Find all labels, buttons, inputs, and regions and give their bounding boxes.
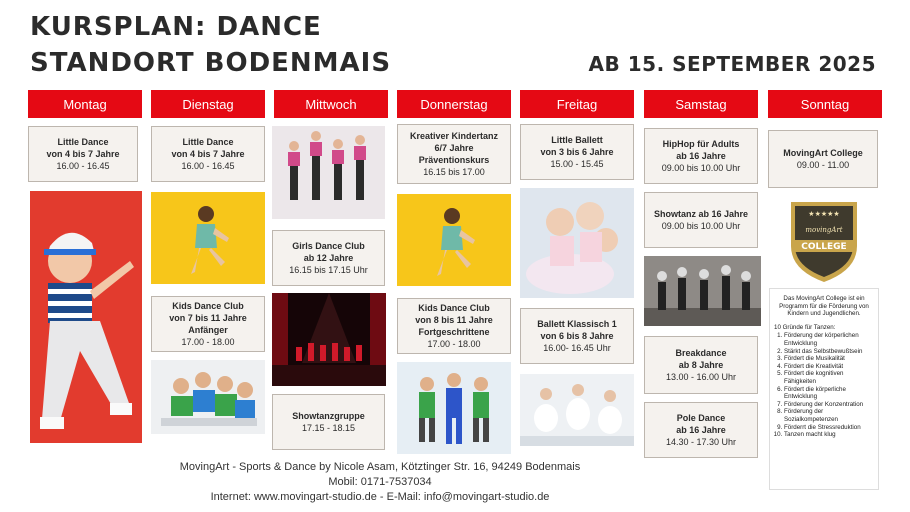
college-intro: Das MovingArt College ist ein Programm für die Förderung von Kindern und Jugendlichen.	[779, 295, 869, 318]
college-badge	[769, 196, 879, 286]
class-card-samstag-showtanz	[644, 192, 758, 248]
reason-item: 9. Förderrt die Stressreduktion	[784, 424, 874, 432]
day-header-dienstag: Dienstag	[151, 90, 265, 118]
class-card-sonntag-college	[768, 130, 878, 188]
class-name: Pole Dance	[676, 413, 726, 423]
class-age: von 8 bis 11 Jahre	[415, 315, 493, 325]
class-age: 6/7 Jahre	[434, 143, 474, 153]
class-card-donnerstag-kids-dance-club	[397, 298, 511, 354]
class-card-samstag-pole-dance	[644, 402, 758, 458]
class-name: Breakdance	[675, 348, 727, 358]
class-card-samstag-hiphop	[644, 128, 758, 184]
class-name: Kids Dance Club	[172, 301, 244, 311]
day-header-samstag: Samstag	[644, 90, 758, 118]
class-age: von 6 bis 8 Jahre	[540, 331, 614, 341]
class-age: von 7 bis 11 Jahre	[169, 313, 247, 323]
class-card-mittwoch-showtanzgruppe	[272, 394, 385, 450]
reason-item: 2. Stärkt das Selbstbewußtsein	[784, 348, 874, 356]
class-age: ab 16 Jahre	[676, 425, 726, 435]
class-time: 16.00 - 16.45	[56, 161, 110, 171]
day-header-donnerstag: Donnerstag	[397, 90, 511, 118]
class-name: Little Dance	[182, 137, 234, 147]
class-name: MovingArt College	[783, 148, 863, 158]
badge-label: COLLEGE	[801, 242, 847, 252]
class-time: 09.00 - 11.00	[796, 160, 850, 170]
photo-stage-show	[272, 293, 386, 386]
class-name: Kids Dance Club	[418, 303, 490, 313]
class-age: ab 16 Jahre	[676, 151, 726, 161]
reasons-title: 10 Gründe für Tanzen:	[774, 323, 836, 331]
class-age: ab 8 Jahre	[678, 360, 724, 370]
class-time: 16.15 bis 17.00	[423, 167, 485, 177]
class-card-donnerstag-kreativer-kindertanz	[397, 124, 511, 184]
page-subtitle: STANDORT BODENMAIS	[30, 48, 392, 78]
class-card-montag-little-dance	[28, 126, 138, 182]
reason-item: 10. Tanzen macht klug	[784, 431, 874, 439]
reason-item: 4. Fördert die Kreativität	[784, 363, 874, 371]
badge-brand: movingArt	[805, 226, 843, 234]
class-name: Showtanzgruppe	[292, 411, 365, 421]
svg-text:★★★★★: ★★★★★	[808, 210, 840, 218]
class-age: ab 12 Jahre	[303, 253, 354, 263]
photo-ballet-class	[520, 374, 634, 446]
class-name: Little Ballett	[551, 135, 603, 145]
photo-girls-dance	[272, 126, 385, 219]
class-card-samstag-breakdance	[644, 336, 758, 394]
college-info-box	[769, 288, 879, 490]
reasons-list	[774, 332, 874, 438]
photo-girl-yellow-2	[397, 194, 511, 286]
class-level: Anfänger	[188, 325, 228, 335]
class-name: Girls Dance Club	[292, 241, 365, 251]
photo-girl-yellow	[151, 192, 265, 284]
class-time: 17.00 - 18.00	[181, 337, 235, 347]
reason-item: 7. Förderung der Konzentration	[784, 401, 874, 409]
class-time: 16.00- 16.45 Uhr	[543, 343, 611, 353]
photo-hiphop-group	[644, 256, 761, 326]
class-time: 16.00 - 16.45	[181, 161, 235, 171]
class-age: von 4 bis 7 Jahre	[46, 149, 120, 159]
class-card-freitag-ballett-klassisch	[520, 308, 634, 364]
class-level: Fortgeschrittene	[418, 327, 490, 337]
footer-address: MovingArt - Sports & Dance by Nicole Asam, Kötztinger Str. 16, 94249 Bodenmais	[179, 461, 581, 473]
photo-kids-group	[151, 360, 265, 434]
class-time: 17.00 - 18.00	[427, 339, 481, 349]
page-title: KURSPLAN: DANCE	[30, 12, 322, 42]
class-time: 16.15 bis 17.15 Uhr	[289, 265, 368, 275]
class-time: 15.00 - 15.45	[550, 159, 604, 169]
photo-little-ballerinas	[520, 188, 634, 298]
class-level: Präventionskurs	[418, 155, 490, 165]
class-name: Showtanz ab 16 Jahre	[653, 209, 749, 219]
class-card-mittwoch-girls-dance-club	[272, 230, 385, 286]
class-card-freitag-little-ballett	[520, 124, 634, 180]
footer-contact: Internet: www.movingart-studio.de - E-Mail: info@movingart-studio.de	[210, 491, 550, 503]
footer-phone: Mobil: 0171-7537034	[328, 476, 432, 488]
class-name: Little Dance	[57, 137, 109, 147]
photo-boy-dancer	[30, 191, 142, 443]
start-date: AB 15. SEPTEMBER 2025	[588, 52, 876, 76]
reason-item: 8. Förderung der Sozialkompetenzen	[784, 408, 874, 423]
day-header-mittwoch: Mittwoch	[274, 90, 388, 118]
class-age: von 3 bis 6 Jahre	[540, 147, 614, 157]
class-name: Ballett Klassisch 1	[537, 319, 617, 329]
day-header-freitag: Freitag	[520, 90, 634, 118]
reason-item: 1. Förderung der körperlichen Entwicklung	[784, 332, 874, 347]
reason-item: 3. Fördert die Musikalität	[784, 355, 874, 363]
reason-item: 5. Fördert die kognitiven Fähigkeiten	[784, 370, 874, 385]
day-header-sonntag: Sonntag	[768, 90, 882, 118]
class-time: 17.15 - 18.15	[301, 423, 356, 433]
class-time: 09.00 bis 10.00 Uhr	[661, 221, 741, 231]
class-time: 14.30 - 17.30 Uhr	[665, 437, 737, 447]
class-time: 09.00 bis 10.00 Uhr	[661, 163, 741, 173]
photo-kids-blue	[397, 362, 511, 454]
class-card-dienstag-little-dance	[151, 126, 265, 182]
class-age: von 4 bis 7 Jahre	[171, 149, 245, 159]
class-time: 13.00 - 16.00 Uhr	[665, 372, 737, 382]
reason-item: 6. Fördert die körperliche Entwicklung	[784, 386, 874, 401]
class-name: HipHop für Adults	[662, 139, 740, 149]
day-header-montag: Montag	[28, 90, 142, 118]
class-card-dienstag-kids-dance-club	[151, 296, 265, 352]
class-name: Kreativer Kindertanz	[409, 131, 499, 141]
